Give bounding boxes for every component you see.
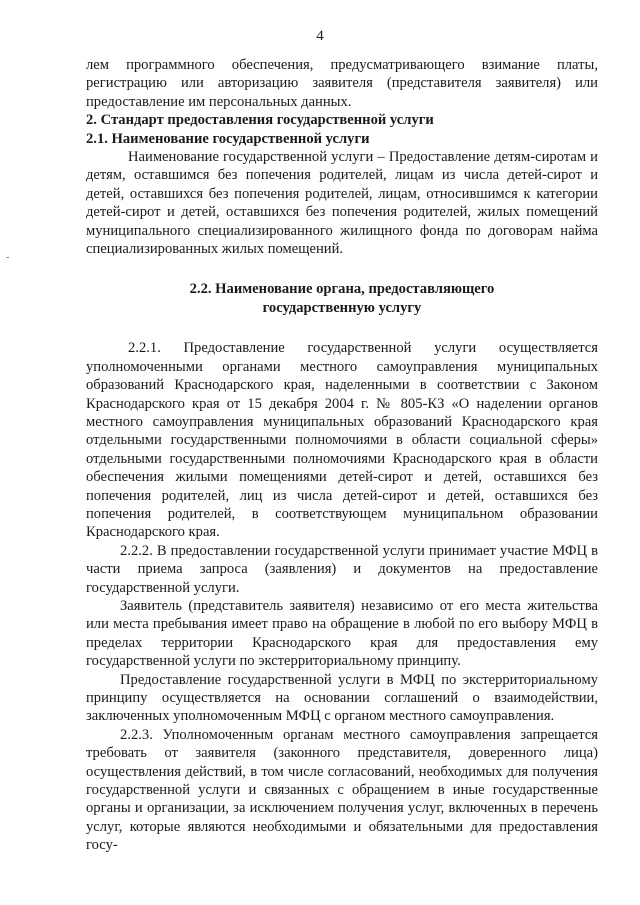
margin-mark: - [6,252,10,263]
paragraph-2-2-3: 2.2.3. Уполномоченным органам местного самоуправления запрещается требовать от заявителя (законного представителя, доверенного лица) осуществления действий, в том числе согласований, необходимых для получения государственной услуги и связанных с обращением в иные государственные органы и организации, за исключением получения услуг, включенных в перечень услуг, которые являются необходимыми и обязательными для предоставления госу- [86,726,598,854]
paragraph-2-2-1: 2.2.1. Предоставление государственной услуги осуществляется уполномоченными органами местного самоуправления муниципальных образований Краснодарского края, наделенными в соответствии с Законом Краснодарского края от 15 декабря 2004 г. № 805-КЗ «О наделении органов местного самоуправления муниципальных образований Краснодарского края отдельными государственными полномочиями в области социальной сферы» отдельными государственными полномочиями Краснодарского края в области обеспечения жилыми помещениями детей-сирот и детей, оставшихся без попечения родителей, лиц из числа детей-сирот и детей, оставшихся без попечения родителей, в соответствующем муниципальном образовании Краснодарского края. [86,340,598,541]
paragraph-extraterritorial: Предоставление государственной услуги в МФЦ по экстерриториальному принципу осуществляется на основании соглашений о взаимодействии, заключенных уполномоченным МФЦ с органом местного самоуправления. [86,671,598,725]
intro-paragraph: лем программного обеспечения, предусматривающего взимание платы, регистрацию или авторизацию заявителя (представителя заявителя) или предоставление им персональных данных. [86,57,598,110]
section-2-1-paragraph: Наименование государственной услуги – Предоставление детям-сиротам и детям, оставшимся без попечения родителей, лицам из числа детей-сирот и детей, оставшихся без попечения родителей, лицам, относившимся к категории детей-сирот и детей, оставшихся без попечения родителей, жилых помещений муниципального специализированного жилищного фонда по договорам найма специализированных жилых помещений. [86,149,598,258]
section-2-1-heading: 2.1. Наименование государственной услуги [86,130,370,147]
page-number: 4 [316,28,324,44]
paragraph-applicant: Заявитель (представитель заявителя) независимо от его места жительства или места пребывания имеет право на обращение в любой по его выбору МФЦ в пределах территории Краснодарского края для предоставления ему государственной услуги по экстерриториальному принципу. [86,597,598,670]
document-body [86,56,598,855]
section-2-2-heading [86,280,598,317]
paragraph-2-2-2: 2.2.2. В предоставлении государственной услуги принимает участие МФЦ в части приема запроса (заявления) и документов на предоставление государственной услуги. [86,542,598,596]
section-2-2-heading-line1: 2.2. Наименование органа, предоставляющего [189,281,495,298]
section-2-heading: 2. Стандарт предоставления государственной услуги [86,112,434,129]
section-2-2-heading-line2: государственную услугу [262,299,422,316]
